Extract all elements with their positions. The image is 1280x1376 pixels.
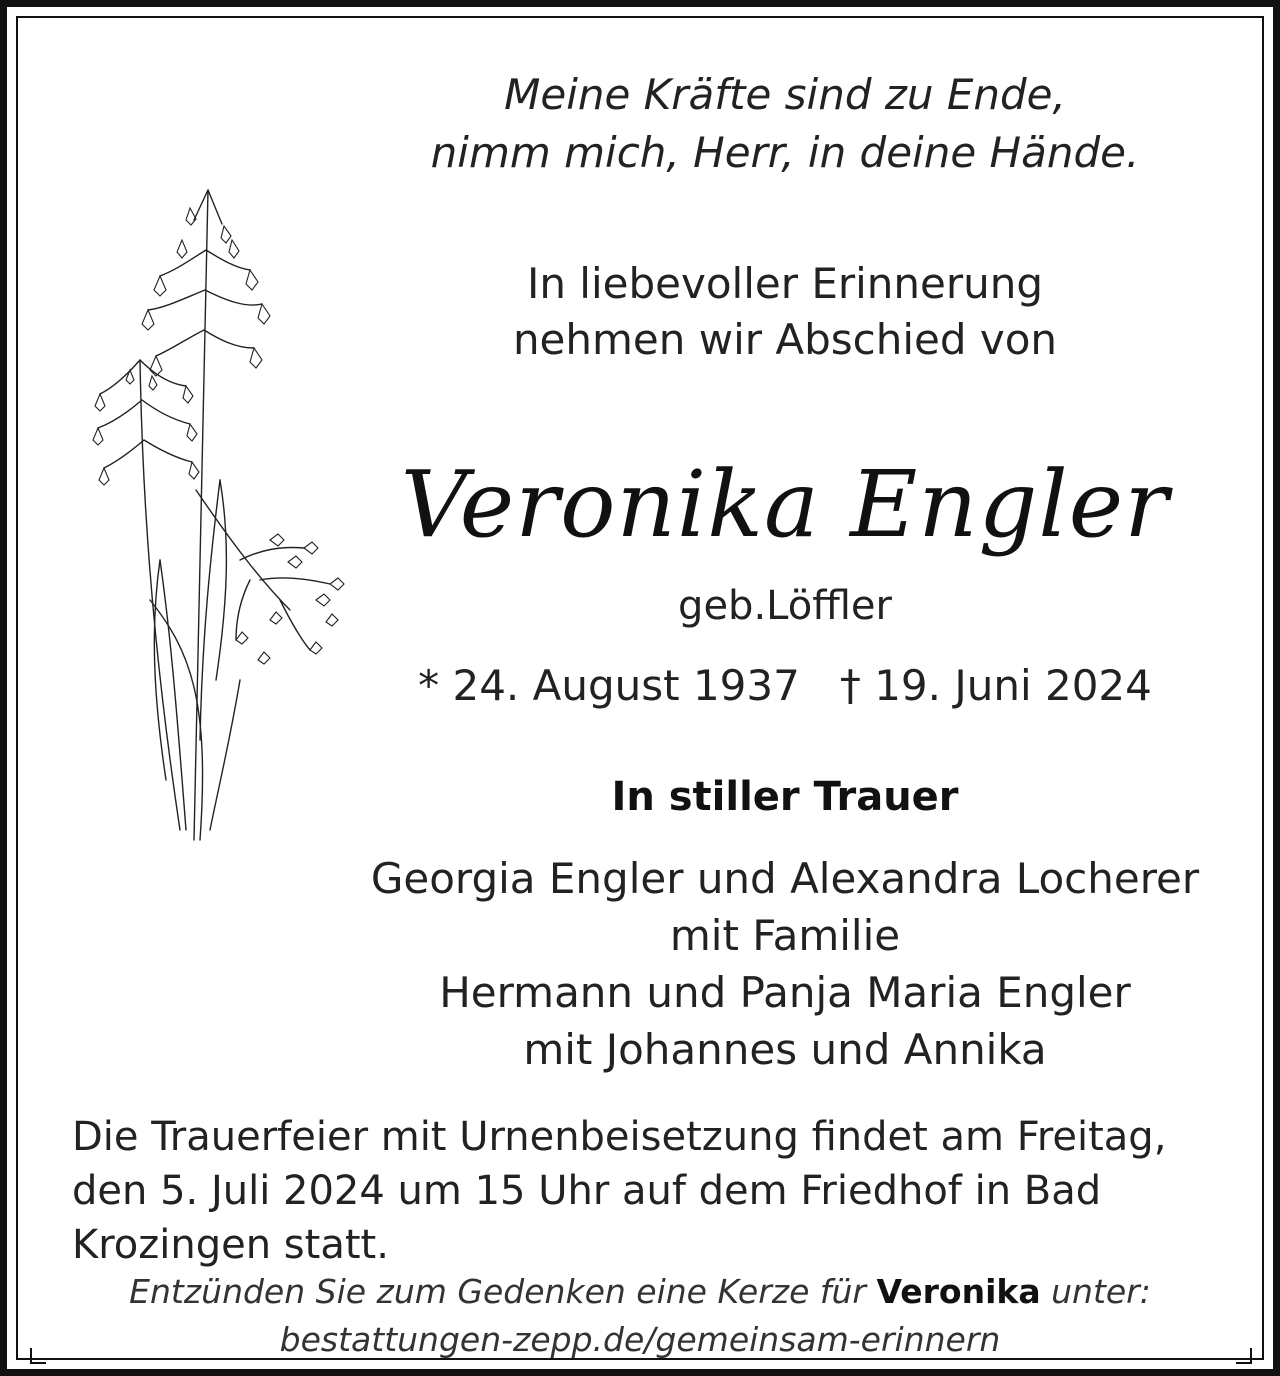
life-dates <box>380 658 1190 714</box>
family-line: Hermann und Panja Maria Engler <box>439 968 1131 1017</box>
family-line: Georgia Engler und Alexandra Locherer <box>370 854 1200 903</box>
deceased-name: Veronika Engler <box>400 451 1170 558</box>
intro-line-2: nehmen wir Abschied von <box>512 315 1058 364</box>
quote-line-1: Meine Kräfte sind zu Ende, <box>504 70 1066 119</box>
corner-ornament-left <box>30 1348 46 1364</box>
family-line: mit Familie <box>669 911 901 960</box>
intro-line-1: In liebevoller Erinnerung <box>526 259 1044 308</box>
quote-line-2: nimm mich, Herr, in deine Hände. <box>430 128 1140 177</box>
candle-footer <box>60 1268 1220 1364</box>
family-line: mit Johannes und Annika <box>523 1025 1047 1074</box>
candle-suffix: unter: <box>1051 1272 1151 1311</box>
intro-text <box>380 256 1190 368</box>
grass-stalks-illustration <box>90 180 350 860</box>
candle-name: Veronika <box>876 1272 1041 1311</box>
memorial-url[interactable]: bestattungen-zepp.de/gemeinsam-erinnern <box>279 1320 1001 1359</box>
ceremony-notice: Die Trauerfeier mit Urnenbeisetzung findet am Freitag, den 5. Juli 2024 um 15 Uhr auf dem Friedhof in Bad Krozingen statt. <box>72 1114 1167 1268</box>
birth-name: geb.Löffler <box>678 583 892 629</box>
candle-prefix: Entzünden Sie zum Gedenken eine Kerze für <box>129 1272 867 1311</box>
birth-date: * 24. August 1937 <box>418 661 800 710</box>
candle-invitation <box>60 1268 1220 1316</box>
death-date: † 19. Juni 2024 <box>839 661 1152 710</box>
corner-ornament-right <box>1236 1348 1252 1364</box>
mourning-heading: In stiller Trauer <box>611 774 959 820</box>
family-list <box>360 850 1210 1078</box>
opening-quote <box>380 66 1190 182</box>
